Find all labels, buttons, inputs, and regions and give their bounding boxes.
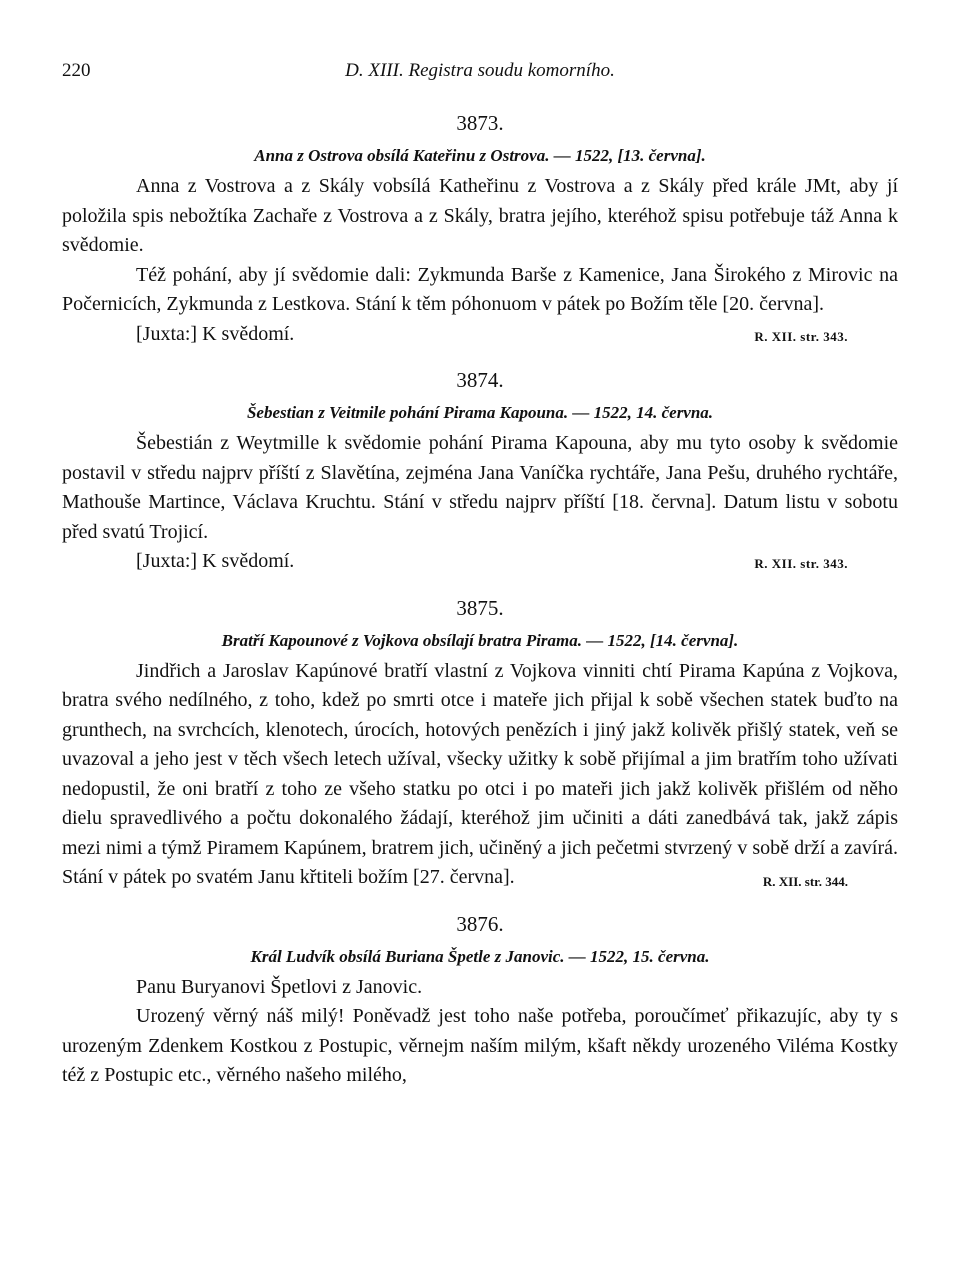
entry-paragraph-text: Jindřich a Jaroslav Kapúnové bratří vlastní z Vojkova vinniti chtí Pirama Kapúna z Vojkova, bratra svého nedílného, z toho, kdež po smrti otce i mateře jich přijal k sobě všechen statek buďto na grunthech, na svrchcích, klenotech, úrocích, hotových penězích i jiný jakž kolivěk přišlý statek, veň se uvazoval a jeho jest v těch všech letech užíval, všecky užitky k sobě přijímal a jim bratřím toho užívati nedopustil, že oni bratří z toho ze všeho statku po otci i po mateři jich jakž kolivěk přišlém od něho dielu spravedlivého a počtu dokonalého žádají, kteréhož jim učiniti a dáti zanedbává tak, jakž zápis mezi nimi a týmž Piramem Kapúnem, bratrem jich, učiněný a jich pečetmi stvrzený v sobě drží a zavírá. Stání v pátek po svatém Janu křtiteli božím [27. června]. [62,659,898,888]
entry-paragraph: Též pohání, aby jí svědomie dali: Zykmunda Barše z Kamenice, Jana Širokého z Mirovic na Počernicích, Zykmunda z Lestkova. Stání k těm póhonuom v pátek po Božím těle [20. června]. [62,263,898,315]
entry-3873 [62,110,898,349]
entry-summary: Bratří Kapounové z Vojkova obsílají bratra Pirama. — 1522, [14. června]. [221,630,739,650]
register-reference: R. XII. str. 343. [754,556,848,571]
entry-number: 3875. [456,595,504,620]
entry-paragraph: Šebestián z Weytmille k svědomie pohání Pirama Kapouna, aby mu tyto osoby k svědomie postavil v středu najprv příští z Slavětína, zejména Jana Vaníčka rychtáře, Jana Pešu, druhého rychtáře, Mathouše Martince, Václava Kruchtu. Stání v středu najprv příští [18. června]. Datum listu v sobotu před svatú Trojicí. [62,432,898,543]
page [62,60,898,1091]
entry-number: 3873. [456,111,504,135]
entry-3876 [62,911,898,1091]
entry-summary: Král Ludvík obsílá Buriana Špetle z Janovic. — 1522, 15. června. [250,946,710,966]
entry-summary: Šebestian z Veitmile pohání Pirama Kapouna. — 1522, 14. června. [246,403,714,422]
entry-3874 [62,367,898,577]
entry-summary: Anna z Ostrova obsílá Kateřinu z Ostrova. — 1522, [13. června]. [254,146,706,165]
page-number: 220 [62,60,91,81]
entry-number: 3876. [456,911,504,936]
register-reference: R. XII. str. 343. [754,328,848,344]
juxta-note: [Juxta:] K svědomí. [136,322,295,345]
juxta-line [62,320,898,350]
entry-number: 3874. [456,368,504,392]
running-title: D. XIII. Registra soudu komorního. [345,60,615,81]
entry-3875 [62,595,898,893]
juxta-note: [Juxta:] K svědomí. [136,550,295,572]
entry-paragraph: Urozený věrný náš milý! Poněvadž jest toho naše potřeba, poroučímeť přikazujíc, aby ty s urozeným Zdenkem Kostkou z Postupic, věrnejm naším milým, kšaft někdy urozeného Viléma Kostky též z Postupic etc., věrného našeho milého, [62,1005,898,1086]
entry-paragraph: Panu Buryanovi Špetlovi z Janovic. [136,975,423,998]
juxta-line [62,547,898,577]
entry-paragraph: Anna z Vostrova a z Skály vobsílá Katheřinu z Vostrova a z Skály před krále JMt, aby jí položila spis nebožtíka Zachaře z Vostrova a z Skály, bratra jejího, kteréhož spisu potřebuje táž Anna k svědomie. [62,175,898,256]
register-reference: R. XII. str. 344. [762,874,848,889]
entry-paragraph [62,657,898,893]
running-head [62,60,898,90]
